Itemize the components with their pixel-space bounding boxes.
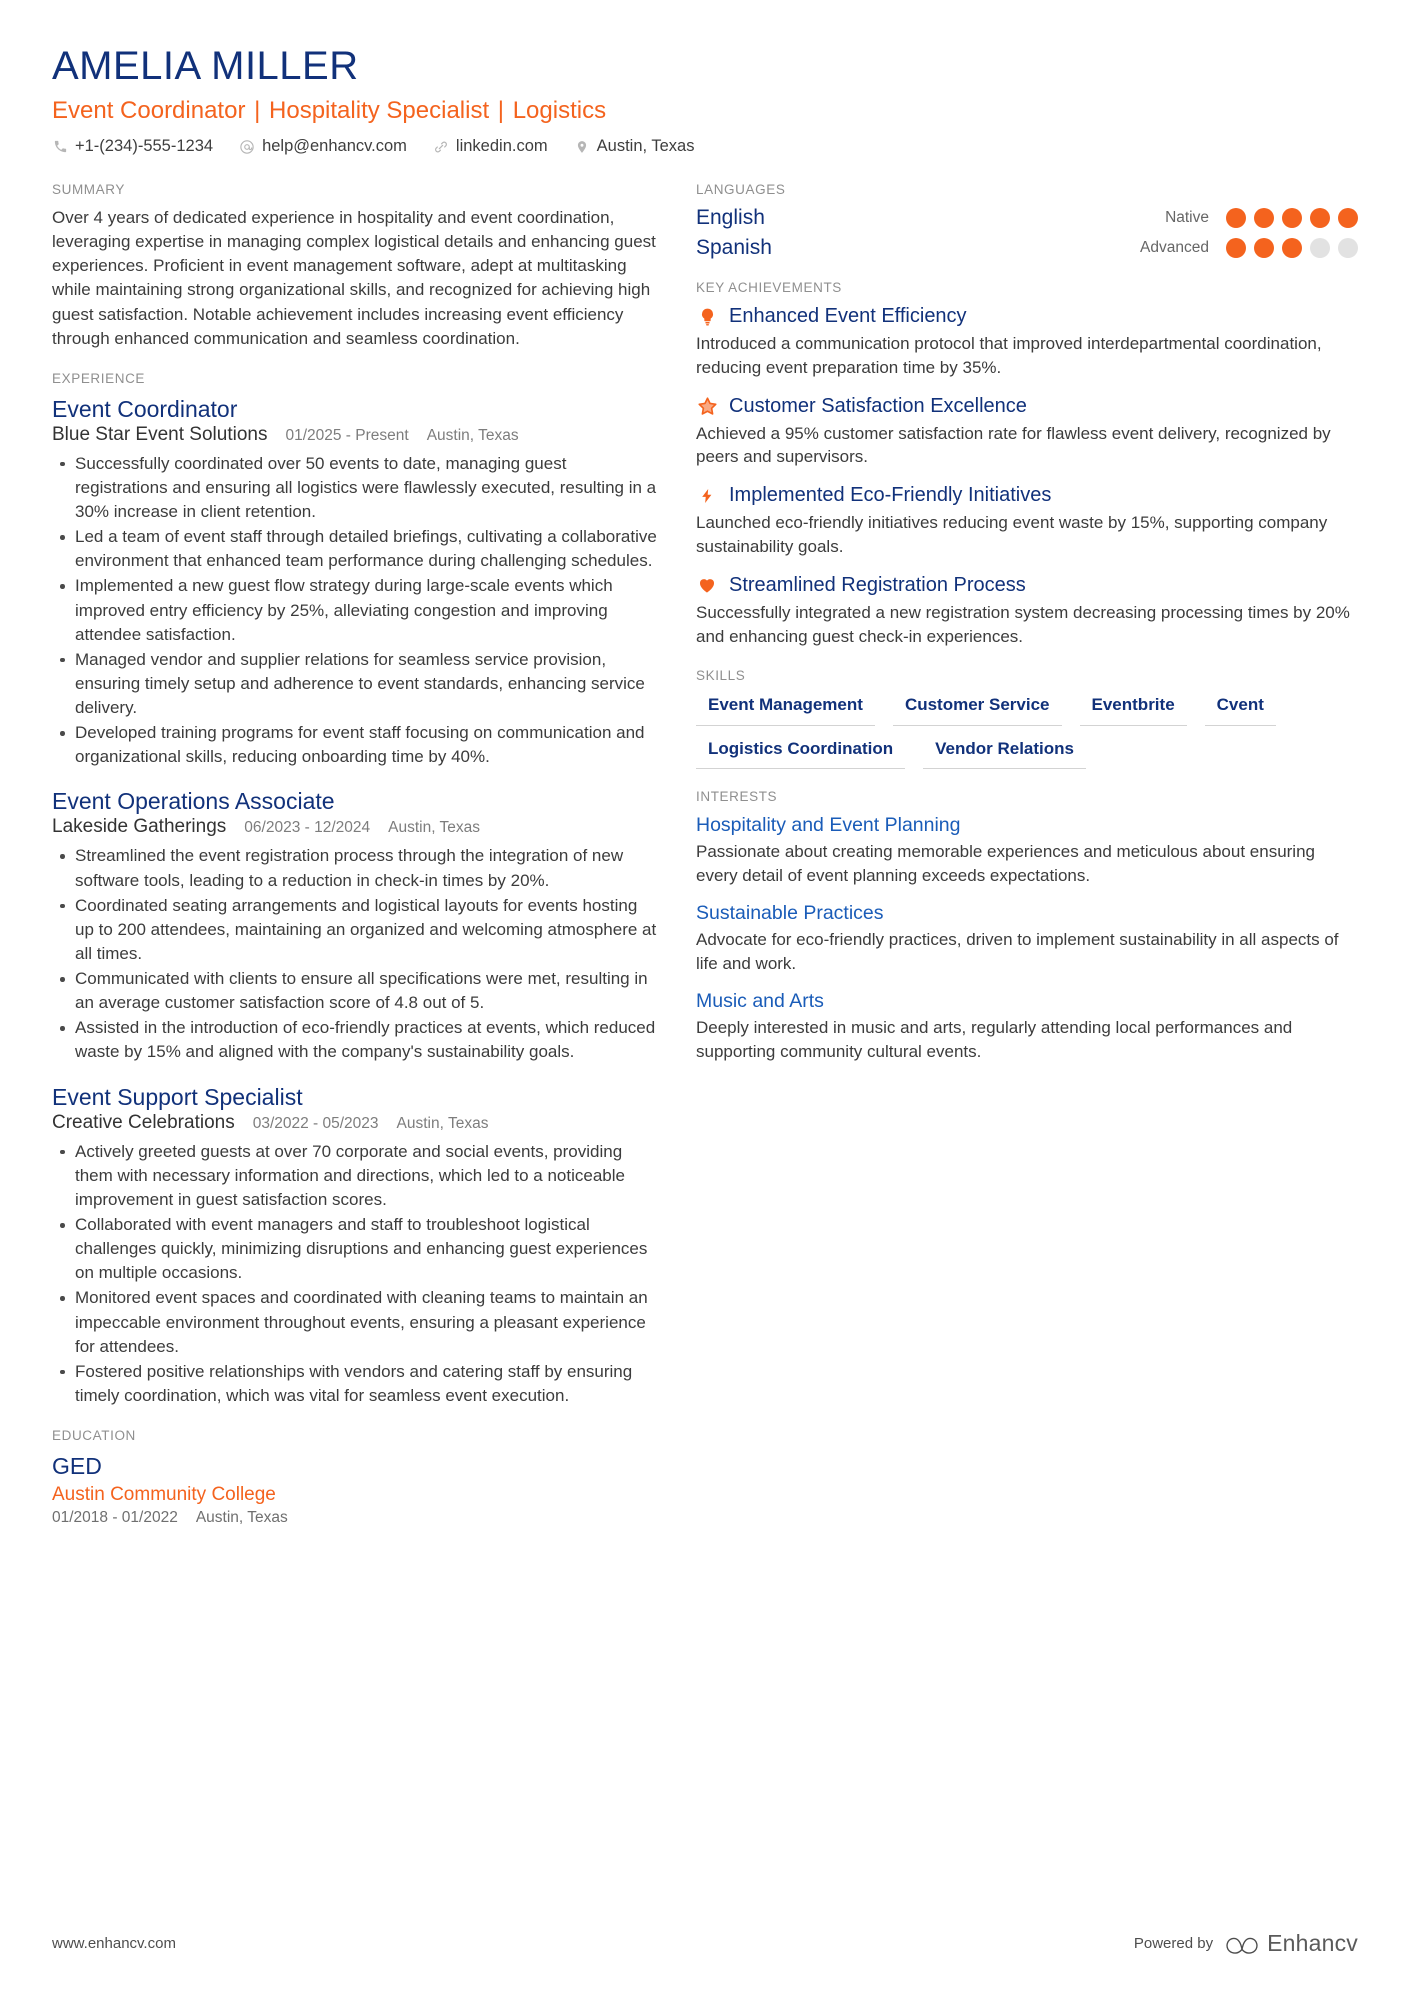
achievement-title: Implemented Eco-Friendly Initiatives	[729, 484, 1052, 507]
resume-body	[52, 182, 1358, 1547]
job-dates: 01/2025 - Present	[285, 426, 409, 444]
achievement-item	[696, 304, 1358, 380]
job-bullet: Streamlined the event registration process through the integration of new software tools, leading to a reduction in check-in times by 20%.	[52, 844, 658, 892]
education-degree: GED	[52, 1453, 102, 1480]
job-bullet: Led a team of event staff through detailed briefings, cultivating a collaborative environment that enhanced team performance during challenging schedules.	[52, 525, 658, 573]
key-achievements-section-label: KEY ACHIEVEMENTS	[696, 280, 842, 295]
job-company: Lakeside Gatherings	[52, 816, 227, 838]
job-location: Austin, Texas	[388, 819, 481, 837]
achievement-description: Successfully integrated a new registration system decreasing processing times by 20% and enhancing guest check-in experiences.	[696, 602, 1350, 646]
education-entry	[52, 1452, 658, 1527]
star-icon	[696, 395, 718, 417]
proficiency-dot-empty	[1338, 238, 1358, 258]
achievement-header	[696, 394, 1358, 419]
language-proficiency-dots	[1226, 238, 1358, 258]
interest-title: Music and Arts	[696, 989, 824, 1012]
experience-entry	[52, 787, 658, 1064]
job-location: Austin, Texas	[426, 426, 519, 444]
experience-entry	[52, 395, 658, 770]
contact-phone	[52, 137, 213, 156]
contact-email[interactable]	[239, 137, 407, 156]
job-bullet: Fostered positive relationships with vendors and catering staff by ensuring timely coordination, which was vital for seamless event execution.	[52, 1360, 658, 1408]
education-dates: 01/2018 - 01/2022	[52, 1509, 178, 1527]
achievement-title: Customer Satisfaction Excellence	[729, 394, 1027, 417]
summary-section-label: SUMMARY	[52, 182, 125, 197]
contact-location-value: Austin, Texas	[596, 137, 695, 155]
education-meta	[52, 1509, 658, 1527]
job-company: Blue Star Event Solutions	[52, 423, 268, 445]
experience-section	[52, 371, 658, 1408]
job-role: Event Coordinator	[52, 395, 238, 422]
skill-tag: Logistics Coordination	[696, 736, 905, 769]
headline-separator: |	[497, 97, 505, 124]
skill-tag: Customer Service	[893, 692, 1062, 725]
job-bullet: Actively greeted guests at over 70 corporate and social events, providing them with necessary information and directions, which led to a noticeable improvement in guest satisfaction scores.	[52, 1140, 658, 1212]
achievement-item	[696, 573, 1358, 649]
language-proficiency-dots	[1226, 208, 1358, 228]
achievement-header	[696, 304, 1358, 329]
language-level: Advanced	[1140, 239, 1209, 256]
headline-separator: |	[254, 97, 261, 124]
job-meta	[52, 1112, 658, 1134]
job-role: Event Support Specialist	[52, 1083, 303, 1110]
experience-section-label: EXPERIENCE	[52, 370, 146, 386]
interest-description: Advocate for eco-friendly practices, driven to implement sustainability in all aspects of life and work.	[696, 930, 1339, 973]
footer-website-url[interactable]: www.enhancv.com	[52, 1935, 176, 1952]
achievement-description: Introduced a communication protocol that improved interdepartmental coordination, reducing event preparation time by 35%.	[696, 334, 1322, 377]
education-section-label: EDUCATION	[52, 1428, 136, 1444]
job-dates: 06/2023 - 12/2024	[244, 819, 371, 837]
job-location: Austin, Texas	[396, 1114, 489, 1132]
achievement-header	[696, 573, 1358, 598]
headline-subtitle	[52, 96, 1358, 126]
powered-by-label: Powered by	[1133, 1935, 1214, 1952]
skills-list	[696, 692, 1358, 769]
job-dates: 03/2022 - 05/2023	[252, 1114, 379, 1132]
job-bullet: Managed vendor and supplier relations for seamless service provision, ensuring timely setup and adherence to event standards, enhancing service delivery.	[52, 648, 658, 720]
heart-icon	[696, 574, 718, 596]
proficiency-dot-filled	[1254, 238, 1274, 258]
skills-section-label: SKILLS	[696, 668, 746, 684]
job-bullet: Collaborated with event managers and staff to troubleshoot logistical challenges quickly, minimizing disruptions and enhancing guest experiences on multiple occasions.	[52, 1213, 658, 1285]
page-title: AMELIA MILLER	[52, 44, 359, 88]
enhancv-mark-icon	[1225, 1933, 1259, 1955]
resume-header	[52, 44, 1358, 156]
contact-row	[52, 137, 1358, 156]
page-footer	[52, 1930, 1358, 1957]
contact-linkedin[interactable]	[433, 137, 548, 156]
headline-part-2: Hospitality Specialist	[269, 97, 490, 124]
interest-item	[696, 901, 1358, 976]
job-bullet: Monitored event spaces and coordinated with cleaning teams to maintain an impeccable environment throughout events, ensuring a pleasant experience for attendees.	[52, 1286, 658, 1358]
job-meta	[52, 424, 658, 446]
education-section	[52, 1428, 658, 1527]
job-bullet-list	[52, 844, 658, 1064]
achievement-item	[696, 483, 1358, 559]
interest-item	[696, 813, 1358, 888]
languages-section	[696, 182, 1358, 260]
proficiency-dot-filled	[1226, 238, 1246, 258]
achievement-item	[696, 394, 1358, 470]
achievement-description: Launched eco-friendly initiatives reducing event waste by 15%, supporting company sustainability goals.	[696, 513, 1328, 556]
headline-part-3: Logistics	[512, 97, 607, 124]
contact-phone-value: +1-(234)-555-1234	[75, 137, 214, 155]
job-meta	[52, 816, 658, 838]
interests-section-label: INTERESTS	[696, 788, 778, 804]
footer-branding	[1134, 1930, 1358, 1957]
headline-part-1: Event Coordinator	[52, 97, 246, 124]
skills-section	[696, 668, 1358, 769]
location-pin-icon	[574, 139, 590, 155]
skill-tag: Eventbrite	[1080, 692, 1187, 725]
job-bullet-list	[52, 1140, 658, 1408]
email-icon	[239, 139, 255, 155]
job-bullet: Communicated with clients to ensure all specifications were met, resulting in an average customer satisfaction score of 4.8 out of 5.	[52, 967, 658, 1015]
key-achievements-section	[696, 280, 1358, 648]
lightbulb-icon	[696, 306, 718, 328]
proficiency-dot-filled	[1338, 208, 1358, 228]
job-bullet: Implemented a new guest flow strategy during large-scale events which improved entry efficiency by 25%, alleviating congestion and improving attendee satisfaction.	[52, 574, 658, 646]
summary-section	[52, 182, 658, 351]
experience-entry	[52, 1083, 658, 1408]
interest-description: Deeply interested in music and arts, regularly attending local performances and supporting community cultural events.	[696, 1018, 1293, 1061]
achievement-header	[696, 483, 1358, 508]
education-school: Austin Community College	[52, 1483, 276, 1505]
job-bullet: Developed training programs for event staff focusing on communication and organizational skills, reducing onboarding time by 40%.	[52, 721, 658, 769]
job-bullet: Successfully coordinated over 50 events to date, managing guest registrations and ensuring all logistics were flawlessly executed, resulting in a 30% increase in client retention.	[52, 452, 658, 524]
proficiency-dot-filled	[1226, 208, 1246, 228]
contact-email-value[interactable]: help@enhancv.com	[262, 137, 407, 155]
proficiency-dot-filled	[1282, 238, 1302, 258]
language-name: English	[696, 206, 765, 229]
contact-linkedin-value[interactable]: linkedin.com	[455, 137, 548, 155]
interests-section	[696, 789, 1358, 1064]
proficiency-dot-filled	[1254, 208, 1274, 228]
interest-title: Sustainable Practices	[696, 901, 884, 924]
job-role: Event Operations Associate	[52, 788, 335, 815]
achievement-title: Streamlined Registration Process	[729, 573, 1026, 596]
job-bullet-list	[52, 452, 658, 770]
job-bullet: Assisted in the introduction of eco-friendly practices at events, which reduced waste by 15% and aligned with the company's sustainability goals.	[52, 1016, 658, 1064]
interest-description: Passionate about creating memorable experiences and meticulous about ensuring every detail of event planning exceeds expectations.	[696, 842, 1315, 886]
language-level: Native	[1165, 209, 1209, 226]
achievement-description: Achieved a 95% customer satisfaction rate for flawless event delivery, recognized by peers and supervisors.	[696, 423, 1331, 467]
languages-section-label: LANGUAGES	[696, 182, 786, 197]
summary-text: Over 4 years of dedicated experience in hospitality and event coordination, leveraging expertise in managing complex logistical details and enhancing guest experiences. Proficient in event management software, adept at multitasking while maintaining strong organizational skills, and recognized for achieving high guest satisfaction. Notable achievement includes increasing event efficiency through enhanced communication and seamless coordination.	[52, 208, 656, 348]
language-name: Spanish	[696, 236, 772, 259]
skill-tag: Event Management	[696, 692, 875, 725]
proficiency-dot-filled	[1310, 208, 1330, 228]
job-bullet: Coordinated seating arrangements and logistical layouts for events hosting up to 200 attendees, maintaining an organized and welcoming atmosphere at all times.	[52, 894, 658, 966]
link-icon	[433, 139, 449, 155]
left-column	[52, 182, 682, 1547]
enhancv-brand-name: Enhancv	[1267, 1930, 1358, 1956]
right-column	[682, 182, 1358, 1084]
enhancv-logo	[1225, 1930, 1358, 1957]
skill-tag: Cvent	[1205, 692, 1276, 725]
phone-icon	[52, 139, 68, 155]
interest-item	[696, 989, 1358, 1064]
contact-location	[574, 137, 695, 156]
interest-title: Hospitality and Event Planning	[696, 813, 961, 836]
achievement-title: Enhanced Event Efficiency	[729, 305, 967, 327]
job-company: Creative Celebrations	[52, 1111, 235, 1133]
language-item	[696, 206, 1358, 230]
proficiency-dot-filled	[1282, 208, 1302, 228]
skill-tag: Vendor Relations	[923, 736, 1086, 769]
lightning-bolt-icon	[696, 485, 718, 507]
education-location: Austin, Texas	[195, 1509, 288, 1527]
language-item	[696, 236, 1358, 260]
proficiency-dot-empty	[1310, 238, 1330, 258]
